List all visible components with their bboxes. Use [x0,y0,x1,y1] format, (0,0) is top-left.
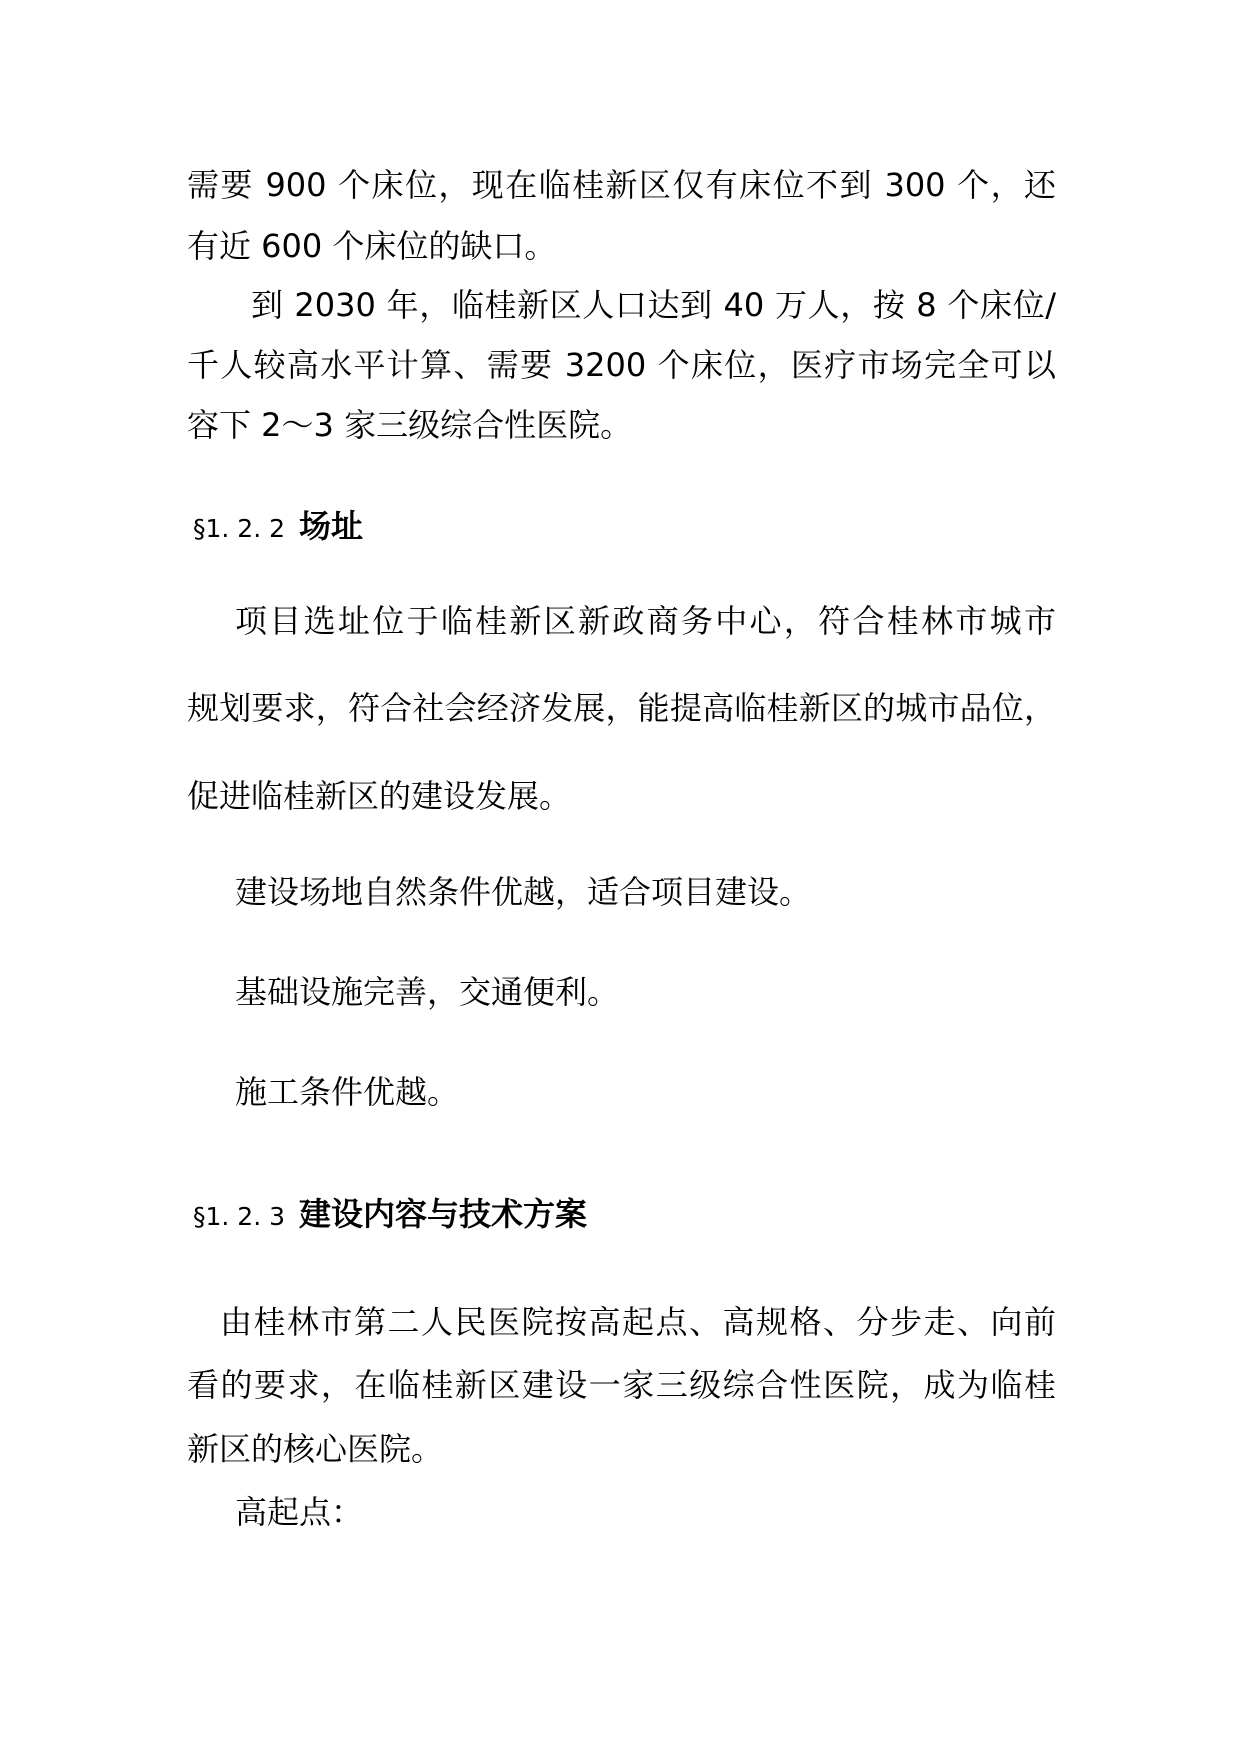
section-title: 场址 [299,507,364,545]
body-text-line: 基础设施完善，交通便利。 [235,973,620,1011]
section-heading-1-2-2 [193,506,363,549]
body-text-line: 建设场地自然条件优越，适合项目建设。 [235,873,812,911]
section-title: 建设内容与技术方案 [299,1195,588,1233]
body-text-line: 由桂林市第二人民医院按高起点、高规格、分步走、向前 [220,1303,1056,1341]
body-text-line: 千人较高水平计算、需要 3200 个床位，医疗市场完全可以 [187,346,1056,384]
body-text-line: 有近 600 个床位的缺口。 [187,227,557,265]
body-text-line: 看的要求，在临桂新区建设一家三级综合性医院，成为临桂 [187,1366,1056,1404]
body-text-line: 容下 2～3 家三级综合性医院。 [187,406,633,444]
body-text-line: 到 2030 年，临桂新区人口达到 40 万人，按 8 个床位/ [251,286,1056,324]
body-text-line: 项目选址位于临桂新区新政商务中心，符合桂林市城市 [235,602,1056,640]
body-text-line: 高起点： [235,1493,364,1531]
body-text-line: 新区的核心医院。 [187,1430,444,1468]
body-text-line: 规划要求，符合社会经济发展，能提高临桂新区的城市品位， [187,689,1056,727]
section-number: §1. 2. 2 [193,514,286,543]
body-text-line: 施工条件优越。 [235,1073,460,1111]
section-number: §1. 2. 3 [193,1202,286,1231]
body-text-line: 需要 900 个床位，现在临桂新区仅有床位不到 300 个，还 [187,166,1056,204]
section-heading-1-2-3 [193,1194,587,1237]
body-text-line: 促进临桂新区的建设发展。 [187,777,572,815]
